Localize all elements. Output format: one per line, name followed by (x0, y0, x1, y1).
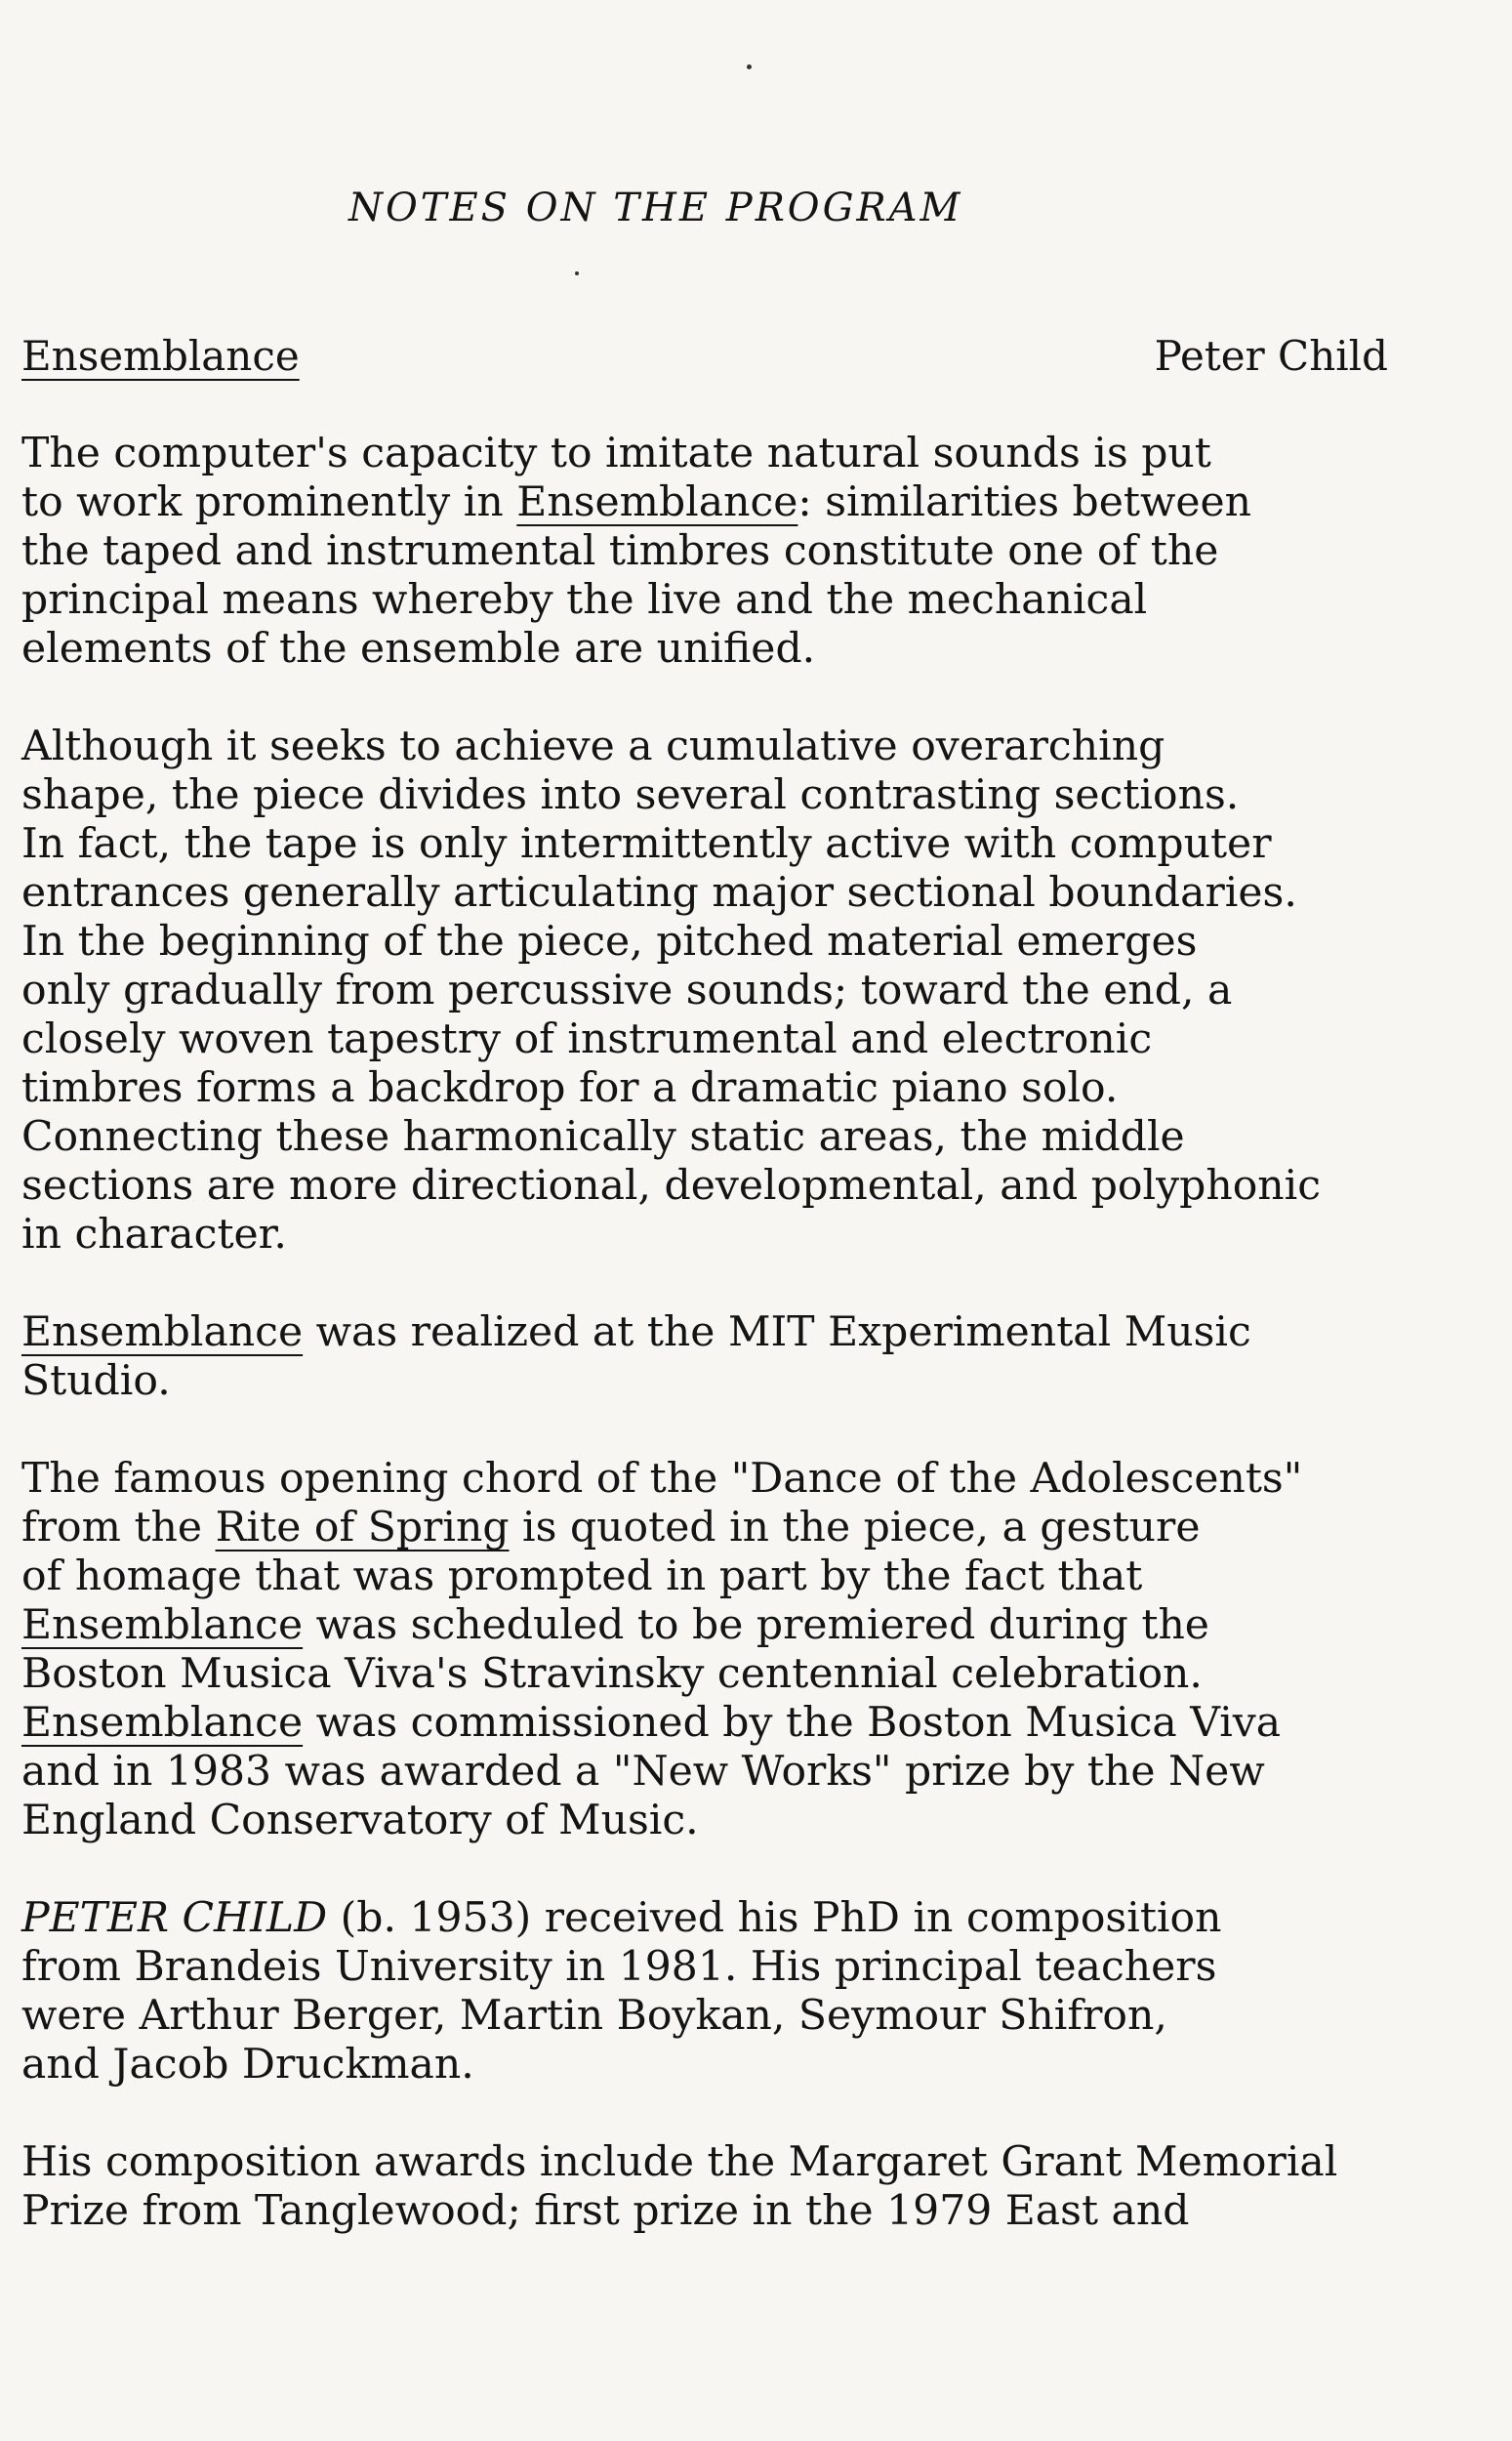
text-segment: and Jacob Druckman. (21, 2041, 474, 2089)
program-notes-page (21, 0, 1476, 2441)
text-segment: closely woven tapestry of instrumental and electronic (21, 1015, 1153, 1063)
paragraph (21, 1894, 1486, 2089)
text-segment: was commissioned by the Boston Musica Viva (303, 1699, 1282, 1747)
text-segment: were Arthur Berger, Martin Boykan, Seymour Shifron, (21, 1992, 1167, 2040)
text-segment: only gradually from percussive sounds; toward the end, a (21, 967, 1233, 1014)
text-segment: and in 1983 was awarded a "New Works" prize by the New (21, 1748, 1265, 1796)
text-line (21, 1357, 1486, 1406)
ink-speck (747, 64, 752, 69)
text-segment: His composition awards include the Margaret Grant Memorial (21, 2138, 1338, 2186)
underlined-title: Ensemblance (21, 1308, 304, 1356)
text-line (21, 527, 1486, 576)
paragraph-gap (21, 1845, 1486, 1894)
paragraph-gap (21, 1260, 1486, 1308)
text-line (21, 869, 1486, 918)
text-line (21, 625, 1486, 674)
text-segment: Studio. (21, 1357, 171, 1405)
paragraph-gap (21, 2089, 1486, 2138)
text-segment: principal means whereby the live and the mechanical (21, 576, 1148, 624)
text-line (21, 576, 1486, 625)
text-line (21, 1699, 1486, 1748)
underlined-title: Ensemblance (516, 478, 798, 526)
text-segment: Boston Musica Viva's Stravinsky centennial celebration. (21, 1650, 1203, 1698)
underlined-title: Ensemblance (21, 1699, 304, 1747)
text-segment: from Brandeis University in 1981. His principal teachers (21, 1943, 1217, 1991)
text-line (21, 1015, 1486, 1064)
work-header (21, 332, 1388, 380)
text-line (21, 1650, 1486, 1699)
text-segment: England Conservatory of Music. (21, 1797, 699, 1844)
paragraph (21, 1308, 1486, 1406)
underlined-title: Ensemblance (21, 1601, 304, 1649)
text-segment: The famous opening chord of the "Dance of the Adolescents" (21, 1455, 1303, 1503)
composer-name: Peter Child (1154, 332, 1388, 380)
paragraph-gap (21, 1406, 1486, 1455)
text-segment: entrances generally articulating major sectional boundaries. (21, 869, 1297, 917)
text-line (21, 967, 1486, 1015)
text-line (21, 1308, 1486, 1357)
text-segment: Prize from Tanglewood; first prize in the 1979 East and (21, 2187, 1190, 2235)
text-line (21, 1162, 1486, 1211)
text-line (21, 1797, 1486, 1845)
text-segment: is quoted in the piece, a gesture (509, 1504, 1201, 1551)
text-segment: was realized at the MIT Experimental Music (303, 1308, 1251, 1356)
text-line (21, 1455, 1486, 1504)
page-title: NOTES ON THE PROGRAM (348, 186, 963, 230)
text-segment: In the beginning of the piece, pitched material emerges (21, 918, 1198, 966)
text-line (21, 771, 1486, 820)
text-segment: shape, the piece divides into several contrasting sections. (21, 771, 1240, 819)
text-line (21, 1064, 1486, 1113)
paragraph (21, 2138, 1486, 2236)
italic-name: PETER CHILD (21, 1894, 328, 1942)
text-segment: In fact, the tape is only intermittently active with computer (21, 820, 1272, 868)
text-line (21, 1894, 1486, 1943)
text-segment: to work prominently in (21, 478, 517, 526)
underlined-title: Rite of Spring (215, 1504, 510, 1551)
text-line (21, 1748, 1486, 1797)
text-line (21, 2187, 1486, 2236)
text-segment: : similarities between (797, 478, 1252, 526)
ink-speck (575, 271, 579, 275)
text-line (21, 918, 1486, 967)
paragraph-gap (21, 674, 1486, 723)
text-segment: Connecting these harmonically static areas, the middle (21, 1113, 1185, 1161)
text-line (21, 723, 1486, 771)
text-line (21, 430, 1486, 478)
notes-body (21, 430, 1486, 2236)
text-line (21, 820, 1486, 869)
text-line (21, 1601, 1486, 1650)
paragraph (21, 430, 1486, 674)
text-segment: sections are more directional, developmental, and polyphonic (21, 1162, 1322, 1210)
text-segment: was scheduled to be premiered during the (303, 1601, 1209, 1649)
text-segment: (b. 1953) received his PhD in composition (327, 1894, 1222, 1942)
text-line (21, 478, 1486, 527)
text-segment: of homage that was prompted in part by the fact that (21, 1552, 1143, 1600)
paragraph (21, 1455, 1486, 1845)
text-line (21, 1211, 1486, 1260)
text-segment: in character. (21, 1211, 287, 1259)
text-line (21, 1943, 1486, 1992)
paragraph (21, 723, 1486, 1260)
text-segment: Although it seeks to achieve a cumulative overarching (21, 723, 1165, 770)
text-segment: from the (21, 1504, 216, 1551)
text-line (21, 1552, 1486, 1601)
work-title: Ensemblance (21, 332, 300, 380)
text-line (21, 2041, 1486, 2089)
text-segment: elements of the ensemble are unified. (21, 625, 816, 673)
text-segment: the taped and instrumental timbres constitute one of the (21, 527, 1219, 575)
text-segment: timbres forms a backdrop for a dramatic piano solo. (21, 1064, 1119, 1112)
text-line (21, 1113, 1486, 1162)
text-line (21, 1992, 1486, 2041)
text-line (21, 1504, 1486, 1552)
text-line (21, 2138, 1486, 2187)
text-segment: The computer's capacity to imitate natural sounds is put (21, 430, 1211, 477)
